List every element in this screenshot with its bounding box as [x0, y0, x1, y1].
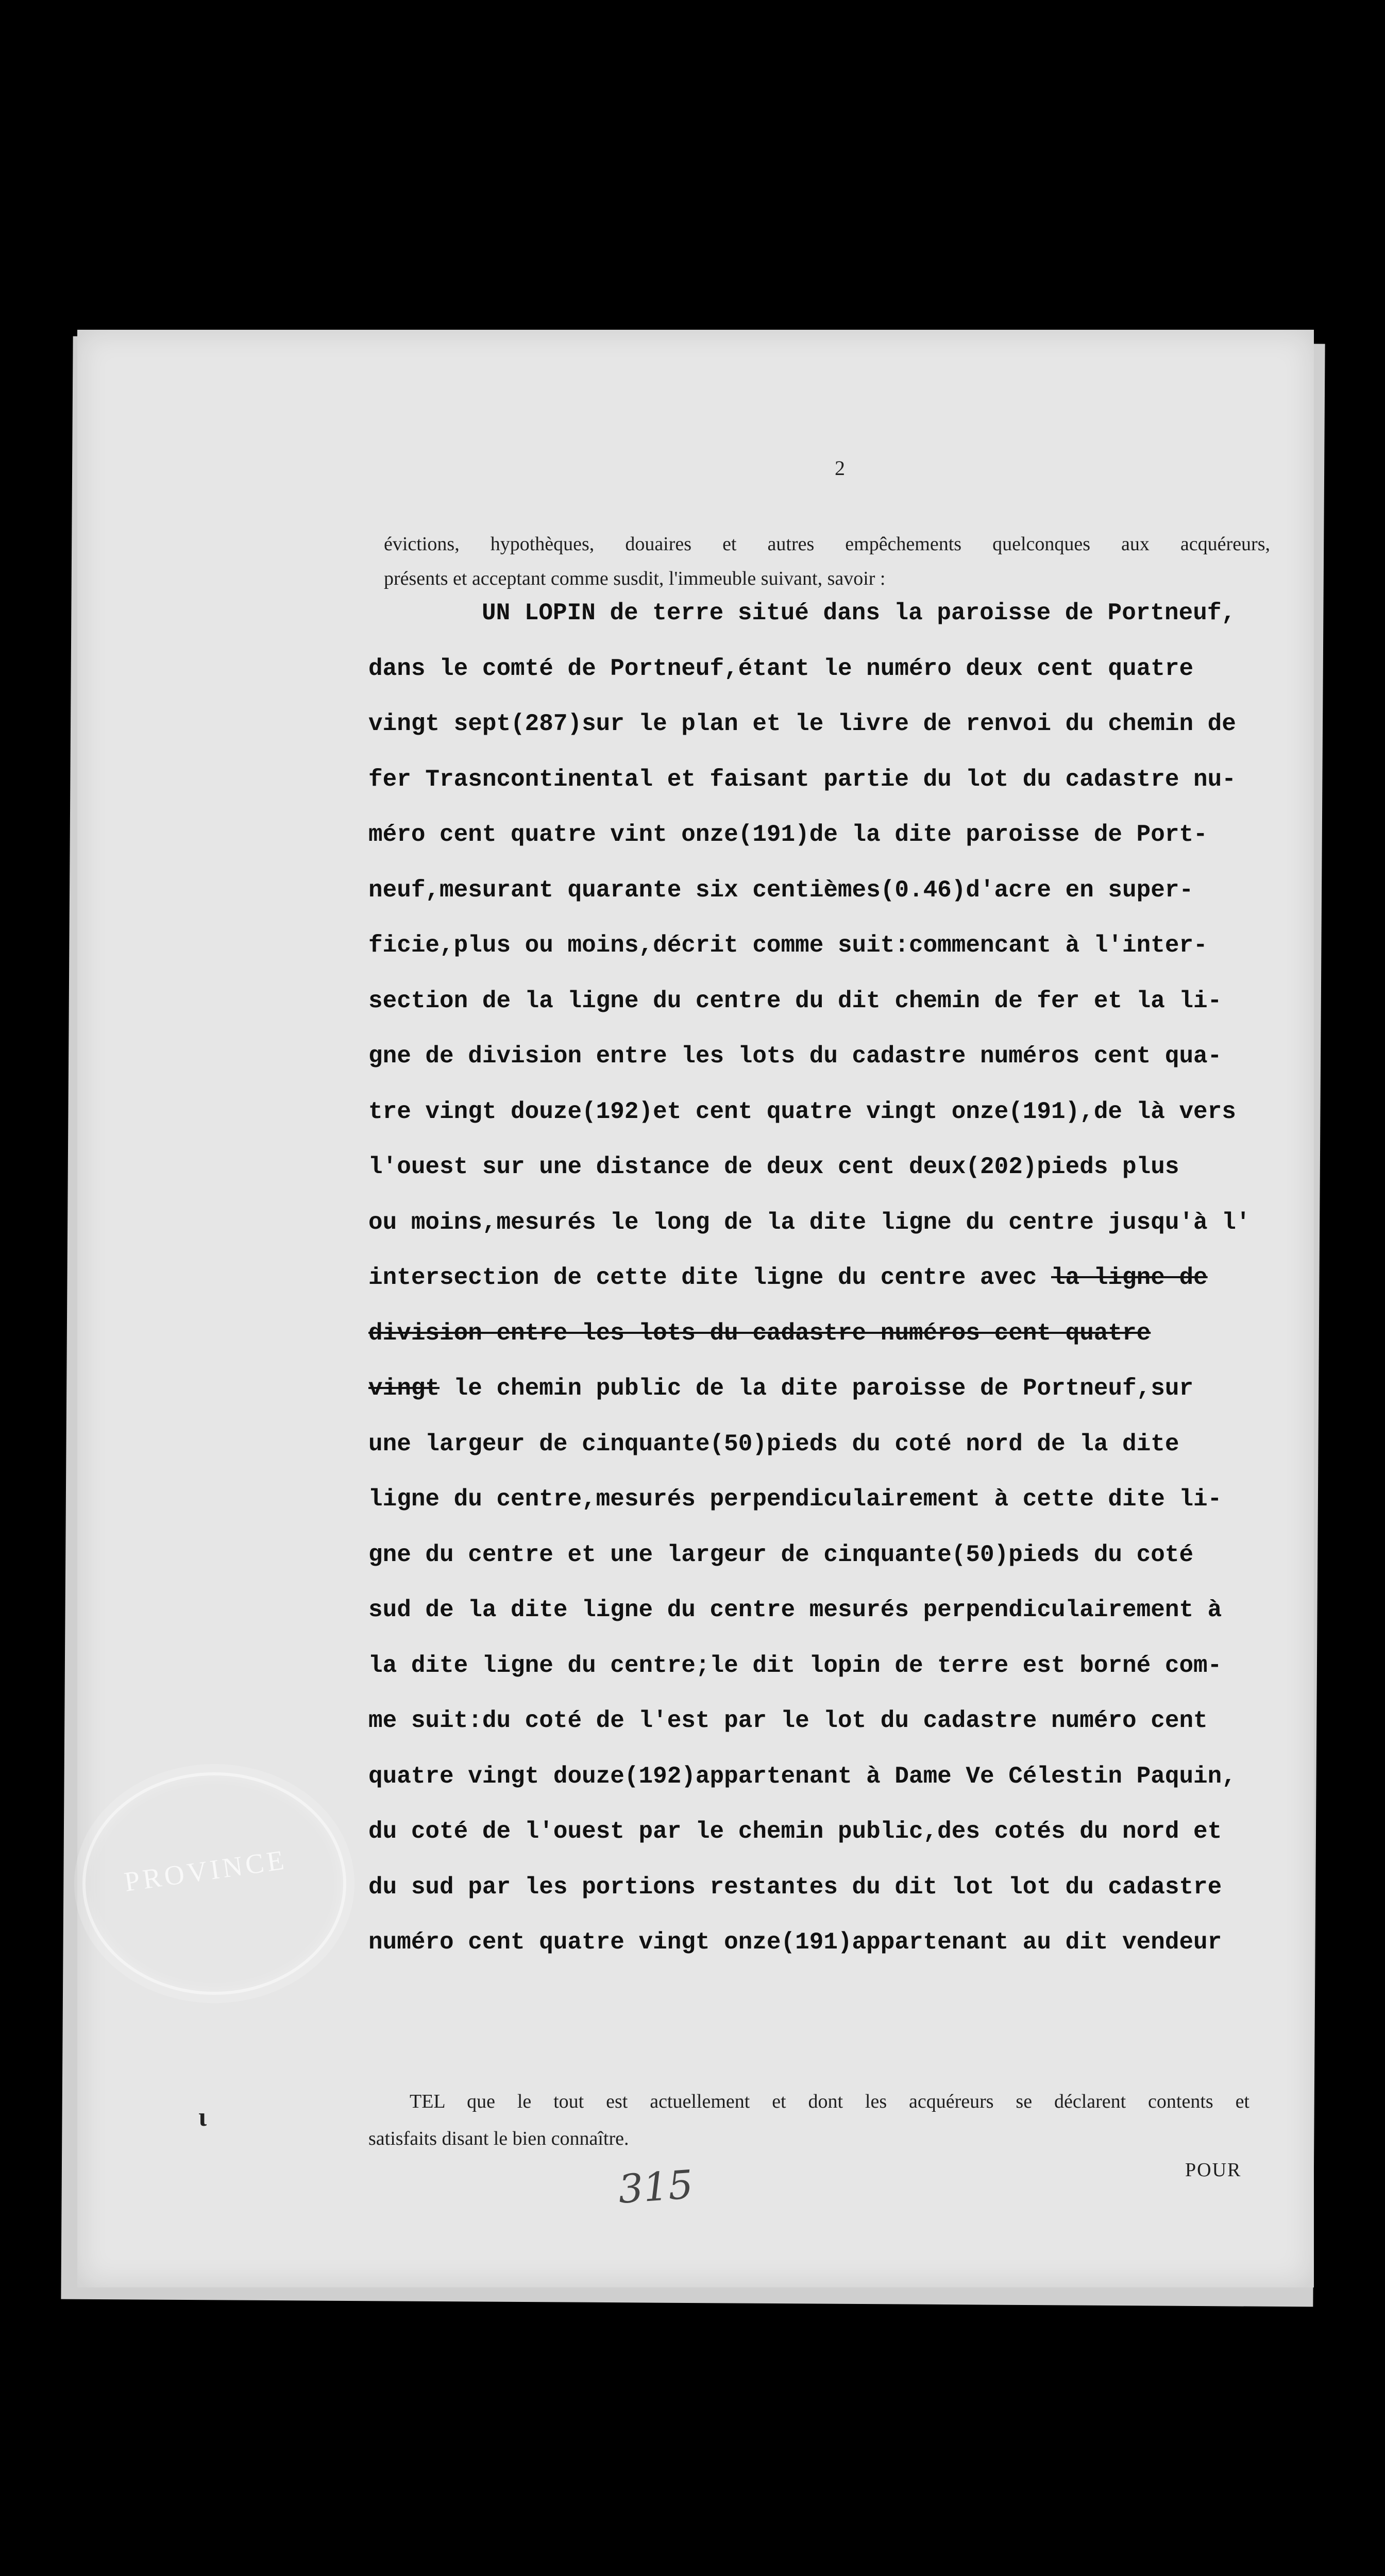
typed-line: du sud par les portions restantes du dit lot lot du cadastre — [368, 1873, 1222, 1901]
typed-line: gne du centre et une largeur de cinquante(50)pieds du coté — [368, 1541, 1194, 1568]
typed-line: ligne du centre,mesurés perpendiculairement à cette dite li- — [368, 1486, 1222, 1513]
typed-line: vingt le chemin public de la dite paroisse de Portneuf,sur — [368, 1375, 1194, 1402]
printed-footer-line-2: satisfaits disant le bien connaître. — [368, 2128, 629, 2149]
typed-line: numéro cent quatre vingt onze(191)appartenant au dit vendeur — [368, 1929, 1222, 1956]
printed-header-line-1: évictions, hypothèques, douaires et autres empêchements quelconques aux acquéreurs, — [384, 533, 1270, 555]
typed-line: intersection de cette dite ligne du centre avec la ligne de — [368, 1264, 1208, 1291]
catchword: POUR — [1185, 2159, 1242, 2181]
typed-line: neuf,mesurant quarante six centièmes(0.46)d'acre en super- — [368, 876, 1194, 904]
typed-line: section de la ligne du centre du dit chemin de fer et la li- — [368, 987, 1222, 1014]
typed-line: fer Trasncontinental et faisant partie du lot du cadastre nu- — [368, 766, 1236, 793]
embossed-seal-text: PROVINCE — [122, 1844, 289, 1897]
typed-line: du coté de l'ouest par le chemin public,des cotés du nord et — [368, 1818, 1222, 1845]
typed-line: quatre vingt douze(192)appartenant à Dame Ve Célestin Paquin, — [368, 1762, 1236, 1790]
typed-line: sud de la dite ligne du centre mesurés perpendiculairement à — [368, 1597, 1222, 1623]
margin-mark: ɩ — [198, 2103, 207, 2132]
printed-footer-line-1: TEL que le tout est actuellement et dont les acquéreurs se déclarent contents et — [410, 2091, 1249, 2112]
typed-line: vingt sept(287)sur le plan et le livre de renvoi du chemin de — [368, 710, 1236, 737]
typed-line: tre vingt douze(192)et cent quatre vingt onze(191),de là vers — [368, 1098, 1236, 1125]
typed-line: méro cent quatre vint onze(191)de la dite paroisse de Port- — [368, 821, 1208, 848]
typed-line: gne de division entre les lots du cadastre numéros cent qua- — [368, 1043, 1222, 1070]
printed-header-line-2: présents et acceptant comme susdit, l'immeuble suivant, savoir : — [384, 568, 886, 589]
typed-line: la dite ligne du centre;le dit lopin de terre est borné com- — [368, 1652, 1222, 1679]
typed-line: dans le comté de Portneuf,étant le numéro deux cent quatre — [368, 655, 1194, 682]
typed-line: me suit:du coté de l'est par le lot du cadastre numéro cent — [368, 1707, 1208, 1734]
typed-line: ficie,plus ou moins,décrit comme suit:commencant à l'inter- — [368, 932, 1208, 959]
typed-line: une largeur de cinquante(50)pieds du coté nord de la dite — [368, 1430, 1179, 1458]
typed-line: l'ouest sur une distance de deux cent deux(202)pieds plus — [368, 1154, 1179, 1180]
typed-line: ou moins,mesurés le long de la dite ligne du centre jusqu'à l' — [368, 1209, 1251, 1236]
typed-line: division entre les lots du cadastre numéros cent quatre — [368, 1319, 1151, 1347]
page-number: 2 — [835, 456, 845, 480]
handwritten-number: 315 — [617, 2161, 695, 2212]
typed-line: UN LOPIN de terre situé dans la paroisse de Portneuf, — [482, 600, 1236, 626]
